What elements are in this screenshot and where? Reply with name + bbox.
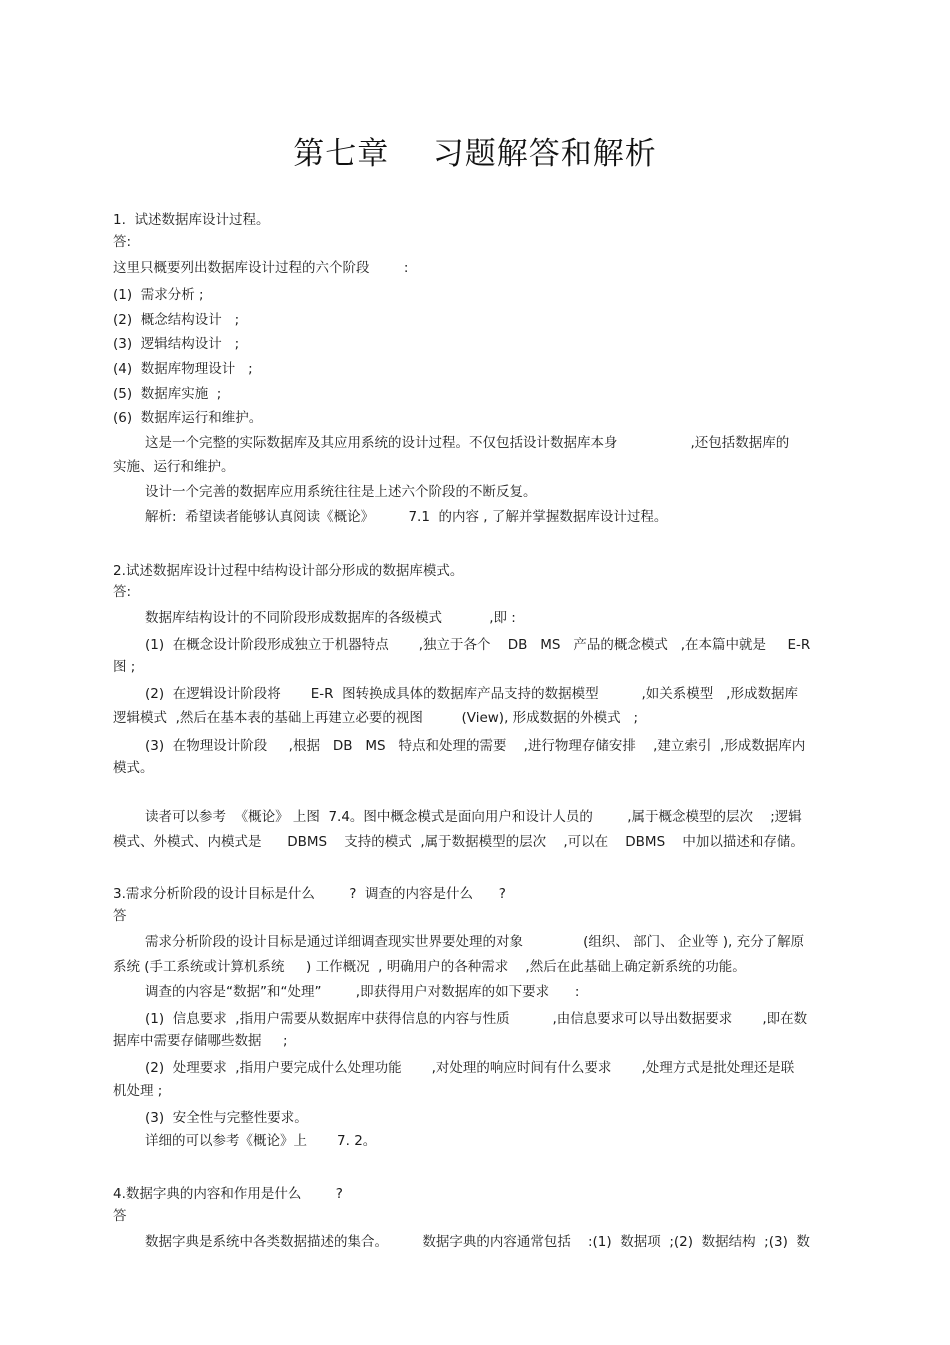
q1-item-1: (1) 需求分析 ; [113,287,204,303]
q1-intro: 这里只概要列出数据库设计过程的六个阶段 : [113,260,409,276]
q3-item-1-line-1: (1) 信息要求 ,指用户需要从数据库中获得信息的内容与性质 ,由信息要求可以导出数据要求 ,即在数 [145,1011,808,1027]
q3-paragraph-1-line-2: 系统 (手工系统或计算机系统 ) 工作概况 , 明确用户的各种需求 ,然后在此基础上确定新系统的功能。 [113,959,746,975]
q2-item-3-line-2: 模式。 [113,760,154,776]
q2-note-line-1: 读者可以参考 《概论》 上图 7.4。图中概念模式是面向用户和设计人员的 ,属于概念模型的层次 ;逻辑 [145,809,802,825]
q1-item-4: (4) 数据库物理设计 ; [113,361,253,377]
q2-item-1-line-1: (1) 在概念设计阶段形成独立于机器特点 ,独立于各个 DB MS 产品的概念模式 ,在本篇中就是 E-R [145,637,811,653]
question-2: 2.试述数据库设计过程中结构设计部分形成的数据库模式。 [113,563,464,579]
answer-label-2: 答: [113,584,132,600]
q2-item-3-line-1: (3) 在物理设计阶段 ,根据 DB MS 特点和处理的需要 ,进行物理存储安排 ,建立索引 ,形成数据库内 [145,738,806,754]
q1-item-2: (2) 概念结构设计 ; [113,312,240,328]
question-3: 3.需求分析阶段的设计目标是什么 ? 调查的内容是什么 ? [113,886,506,902]
q1-item-5: (5) 数据库实施 ; [113,386,222,402]
q3-paragraph-2: 调查的内容是“数据”和“处理” ,即获得用户对数据库的如下要求 : [145,984,580,1000]
answer-label-3: 答 [113,908,127,924]
answer-label-1: 答: [113,234,132,250]
q3-item-3: (3) 安全性与完整性要求。 [145,1110,308,1126]
q1-item-6: (6) 数据库运行和维护。 [113,410,263,426]
chapter-title: 第七章 习题解答和解析 [293,136,657,172]
q3-reference: 详细的可以参考《概论》上 7. 2。 [145,1133,377,1149]
q3-item-2-line-2: 机处理 ; [113,1083,163,1099]
q2-item-1-line-2: 图 ; [113,659,136,675]
q4-paragraph-1: 数据字典是系统中各类数据描述的集合。 数据字典的内容通常包括 :(1) 数据项 ;(2) 数据结构 ;(3) 数 [145,1234,810,1250]
question-1: 1. 试述数据库设计过程。 [113,212,270,228]
q3-paragraph-1-line-1: 需求分析阶段的设计目标是通过详细调查现实世界要处理的对象 (组织、 部门、 企业等 ), 充分了解原 [145,934,805,950]
q2-item-2-line-2: 逻辑模式 ,然后在基本表的基础上再建立必要的视图 (View), 形成数据的外模式 ; [113,710,639,726]
q2-note-line-2: 模式、外模式、内模式是 DBMS 支持的模式 ,属于数据模型的层次 ,可以在 DBMS 中加以描述和存储。 [113,834,804,850]
q1-analysis: 解析: 希望读者能够认真阅读《概论》 7.1 的内容 , 了解并掌握数据库设计过程。 [145,509,668,525]
q2-intro: 数据库结构设计的不同阶段形成数据库的各级模式 ,即 : [145,610,516,626]
answer-label-4: 答 [113,1208,127,1224]
q1-paragraph-1-line-1: 这是一个完整的实际数据库及其应用系统的设计过程。不仅包括设计数据库本身 ,还包括数据库的 [145,435,790,451]
q1-item-3: (3) 逻辑结构设计 ; [113,336,240,352]
q3-item-2-line-1: (2) 处理要求 ,指用户要完成什么处理功能 ,对处理的响应时间有什么要求 ,处理方式是批处理还是联 [145,1060,795,1076]
q3-item-1-line-2: 据库中需要存储哪些数据 ; [113,1033,288,1049]
question-4: 4.数据字典的内容和作用是什么 ? [113,1186,343,1202]
q2-item-2-line-1: (2) 在逻辑设计阶段将 E-R 图转换成具体的数据库产品支持的数据模型 ,如关系模型 ,形成数据库 [145,686,798,702]
q1-paragraph-1-line-2: 实施、运行和维护。 [113,459,235,475]
q1-paragraph-2: 设计一个完善的数据库应用系统往往是上述六个阶段的不断反复。 [145,484,537,500]
